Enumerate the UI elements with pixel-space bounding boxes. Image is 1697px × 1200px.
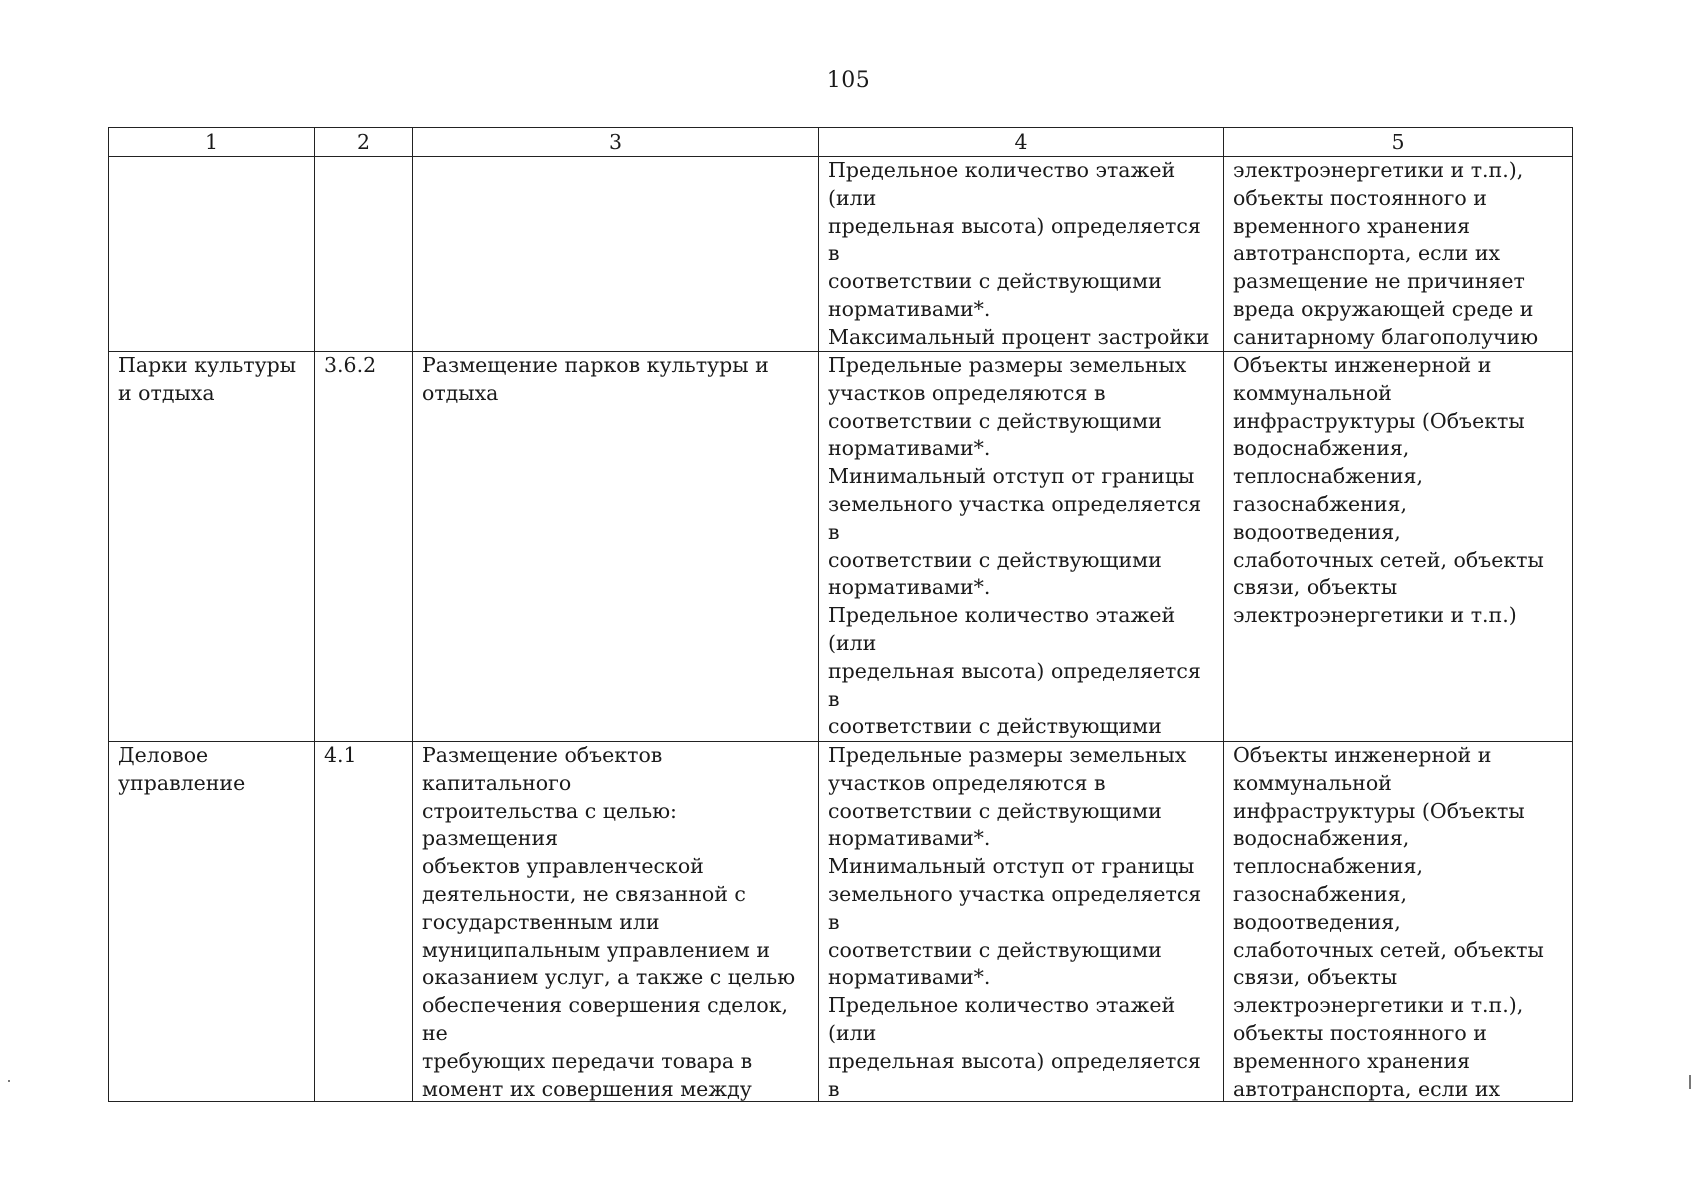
parameters-cell xyxy=(819,352,1224,742)
parameters-cell xyxy=(819,742,1224,1102)
use-name-cell xyxy=(109,157,315,352)
page-number: 105 xyxy=(826,68,871,93)
land-use-table xyxy=(108,127,1573,1102)
allowed-uses-cell xyxy=(1224,352,1573,742)
column-header-2: 2 xyxy=(315,128,413,157)
column-header-1: 1 xyxy=(109,128,315,157)
table-row xyxy=(109,352,1573,742)
use-name-text: Парки культуры и отдыха xyxy=(118,353,297,405)
parameters-text: Предельное количество этажей (или предельная высота) определяется в соответствии с действующими нормативами*. Максимальный процент застройки xyxy=(828,158,1210,349)
use-description-text: Размещение объектов капитального строительства с целью: размещения объектов управленческой деятельности, не связанной с государственным или муниципальным управлением и оказанием услуг, а также с целью обеспечения совершения сделок, не требующих передачи товара в момент их совершения между xyxy=(422,743,796,1101)
use-code-text: 4.1 xyxy=(324,743,357,767)
use-code-cell xyxy=(315,352,413,742)
parameters-text: Предельные размеры земельных участков определяются в соответствии с действующими нормативами*. Минимальный отступ от границы земельного участка определяется в соответствии с действующими нормативами*. Предельное количество этажей (или предельная высота) определяется в xyxy=(828,743,1202,1101)
allowed-uses-cell xyxy=(1224,742,1573,1102)
scan-edge-mark xyxy=(1689,1075,1691,1089)
use-name-cell xyxy=(109,742,315,1102)
use-description-text: Размещение парков культуры и отдыха xyxy=(422,353,769,405)
use-name-text: Деловое управление xyxy=(118,743,246,795)
table-row xyxy=(109,742,1573,1102)
parameters-text: Предельные размеры земельных участков определяются в соответствии с действующими нормативами*. Минимальный отступ от границы земельного участка определяется в соответствии с действующими нормативами*. Предельное количество этажей (или предельная высота) определяется в соответствии с действующими xyxy=(828,353,1202,739)
column-header-3: 3 xyxy=(413,128,819,157)
use-description-cell xyxy=(413,157,819,352)
use-description-cell xyxy=(413,742,819,1102)
use-code-cell xyxy=(315,742,413,1102)
allowed-uses-text: Объекты инженерной и коммунальной инфраструктуры (Объекты водоснабжения, теплоснабжения, газоснабжения, водоотведения, слаботочных сетей, объекты связи, объекты электроэнергетики и т.п.), объекты постоянного и временного хранения автотранспорта, если их xyxy=(1233,743,1544,1101)
scan-speck xyxy=(8,1080,10,1082)
use-description-cell xyxy=(413,352,819,742)
parameters-cell xyxy=(819,157,1224,352)
use-code-text: 3.6.2 xyxy=(324,353,377,377)
allowed-uses-cell xyxy=(1224,157,1573,352)
use-name-cell xyxy=(109,352,315,742)
allowed-uses-text: Объекты инженерной и коммунальной инфраструктуры (Объекты водоснабжения, теплоснабжения, газоснабжения, водоотведения, слаботочных сетей, объекты связи, объекты электроэнергетики и т.п.) xyxy=(1233,353,1544,628)
use-code-cell xyxy=(315,157,413,352)
table-row xyxy=(109,157,1573,352)
table-header-row xyxy=(109,128,1573,157)
allowed-uses-text: электроэнергетики и т.п.), объекты постоянного и временного хранения автотранспорта, если их размещение не причиняет вреда окружающей среде и санитарному благополучию xyxy=(1233,158,1539,349)
column-header-4: 4 xyxy=(819,128,1224,157)
column-header-5: 5 xyxy=(1224,128,1573,157)
